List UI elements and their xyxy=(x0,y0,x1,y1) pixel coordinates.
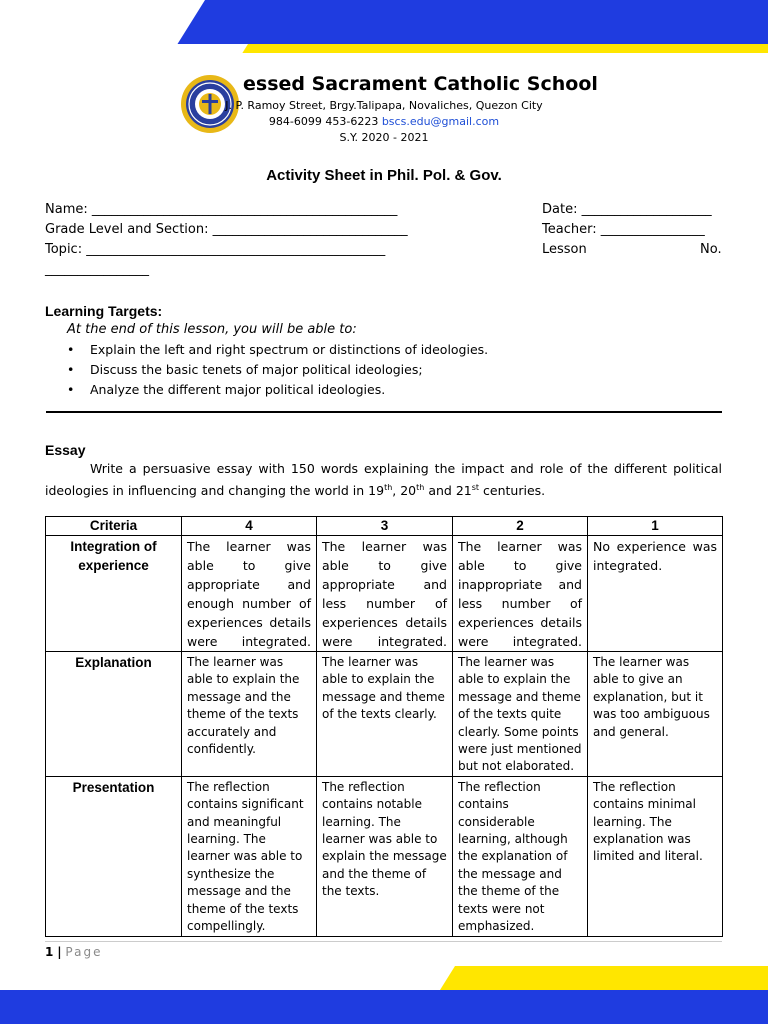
superscript: th xyxy=(384,483,393,492)
table-row xyxy=(46,776,723,936)
column-header: 3 xyxy=(317,517,453,536)
grade-section-field: Grade Level and Section: ______________________________ xyxy=(45,222,408,237)
teacher-field: Teacher: ________________ xyxy=(542,222,705,237)
school-name: essed Sacrament Catholic School xyxy=(243,73,598,95)
bullet-icon: • xyxy=(67,362,75,377)
footer-divider xyxy=(45,941,722,942)
table-row xyxy=(46,536,723,652)
table-cell: No experience was integrated. xyxy=(588,536,723,652)
learning-target-text: Discuss the basic tenets of major political ideologies; xyxy=(90,362,423,377)
bullet-icon: • xyxy=(67,382,75,397)
table-cell: The learner was able to explain the message and the theme of the texts accurately and confidently. xyxy=(182,652,317,777)
topic-field: Topic: ______________________________________________ xyxy=(45,242,386,257)
superscript: st xyxy=(471,483,480,492)
superscript: th xyxy=(416,483,425,492)
essay-title: Essay xyxy=(45,442,86,458)
learning-target-text: Explain the left and right spectrum or distinctions of ideologies. xyxy=(90,342,489,357)
table-cell: The learner was able to explain the message and theme of the texts quite clearly. Some points were just mentioned but not elaborated. xyxy=(453,652,588,777)
bullet-icon: • xyxy=(67,342,75,357)
rubric-table xyxy=(45,516,723,937)
table-cell: The learner was able to give inappropriate and less number of experiences details were integrated. xyxy=(453,536,588,652)
table-header-row xyxy=(46,517,723,536)
table-cell: The learner was able to give appropriate and less number of experiences details were integrated. xyxy=(317,536,453,652)
date-field: Date: ____________________ xyxy=(542,202,712,217)
page-label: Page xyxy=(65,945,103,959)
criteria-cell: Integration of experience xyxy=(46,536,182,652)
topic-field-continuation: ________________ xyxy=(45,262,149,277)
header-yellow-band xyxy=(242,44,768,53)
page-title: Activity Sheet in Phil. Pol. & Gov. xyxy=(266,167,502,184)
table-cell: The learner was able to give appropriate and enough number of experiences details were integrated. xyxy=(182,536,317,652)
list-item xyxy=(67,380,488,400)
school-contact xyxy=(0,115,768,128)
table-cell: The reflection contains minimal learning. The explanation was limited and literal. xyxy=(588,776,723,936)
essay-text: Write a persuasive essay with 150 words explaining the impact and role of the different political ideologies in influencing and changing the world in 19 xyxy=(45,461,722,499)
column-header: Criteria xyxy=(46,517,182,536)
essay-text: , 20 xyxy=(392,483,417,499)
name-field: Name: _______________________________________________ xyxy=(45,202,398,217)
lesson-field: Lesson xyxy=(542,242,587,257)
essay-text: centuries. xyxy=(479,483,546,499)
column-header: 4 xyxy=(182,517,317,536)
table-cell: The reflection contains notable learning. The learner was able to explain the message and the theme of the texts. xyxy=(317,776,453,936)
essay-instructions xyxy=(45,459,722,500)
page-number: 1 xyxy=(45,945,54,959)
page-footer xyxy=(45,945,102,959)
lesson-number-label: No. xyxy=(700,242,722,257)
column-header: 2 xyxy=(453,517,588,536)
header-blue-band xyxy=(178,0,768,44)
school-email[interactable]: bscs.edu@gmail.com xyxy=(381,115,500,128)
list-item xyxy=(67,340,488,360)
school-address: J. P. Ramoy Street, Brgy.Talipapa, Novaliches, Quezon City xyxy=(225,99,543,112)
section-divider xyxy=(46,411,722,413)
learning-target-text: Analyze the different major political ideologies. xyxy=(90,382,386,397)
list-item xyxy=(67,360,488,380)
column-header: 1 xyxy=(588,517,723,536)
table-row xyxy=(46,652,723,777)
learning-targets-list xyxy=(67,340,488,400)
table-cell: The learner was able to give an explanation, but it was too ambiguous and general. xyxy=(588,652,723,777)
table-cell: The reflection contains considerable learning, although the explanation of the message and the theme of the texts were not emphasized. xyxy=(453,776,588,936)
footer-yellow-band xyxy=(440,966,768,990)
table-cell: The learner was able to explain the message and theme of the texts clearly. xyxy=(317,652,453,777)
criteria-cell: Explanation xyxy=(46,652,182,777)
school-year: S.Y. 2020 - 2021 xyxy=(339,131,429,144)
criteria-cell: Presentation xyxy=(46,776,182,936)
learning-targets-title: Learning Targets: xyxy=(45,303,163,319)
school-phones: 984-6099 453-6223 xyxy=(268,115,379,128)
footer-blue-band xyxy=(0,990,768,1024)
learning-targets-intro: At the end of this lesson, you will be able to: xyxy=(67,322,357,337)
essay-text: and 21 xyxy=(424,483,472,499)
footer-separator: | xyxy=(57,945,62,959)
table-cell: The reflection contains significant and meaningful learning. The learner was able to synthesize the message and the theme of the texts compellingly. xyxy=(182,776,317,936)
